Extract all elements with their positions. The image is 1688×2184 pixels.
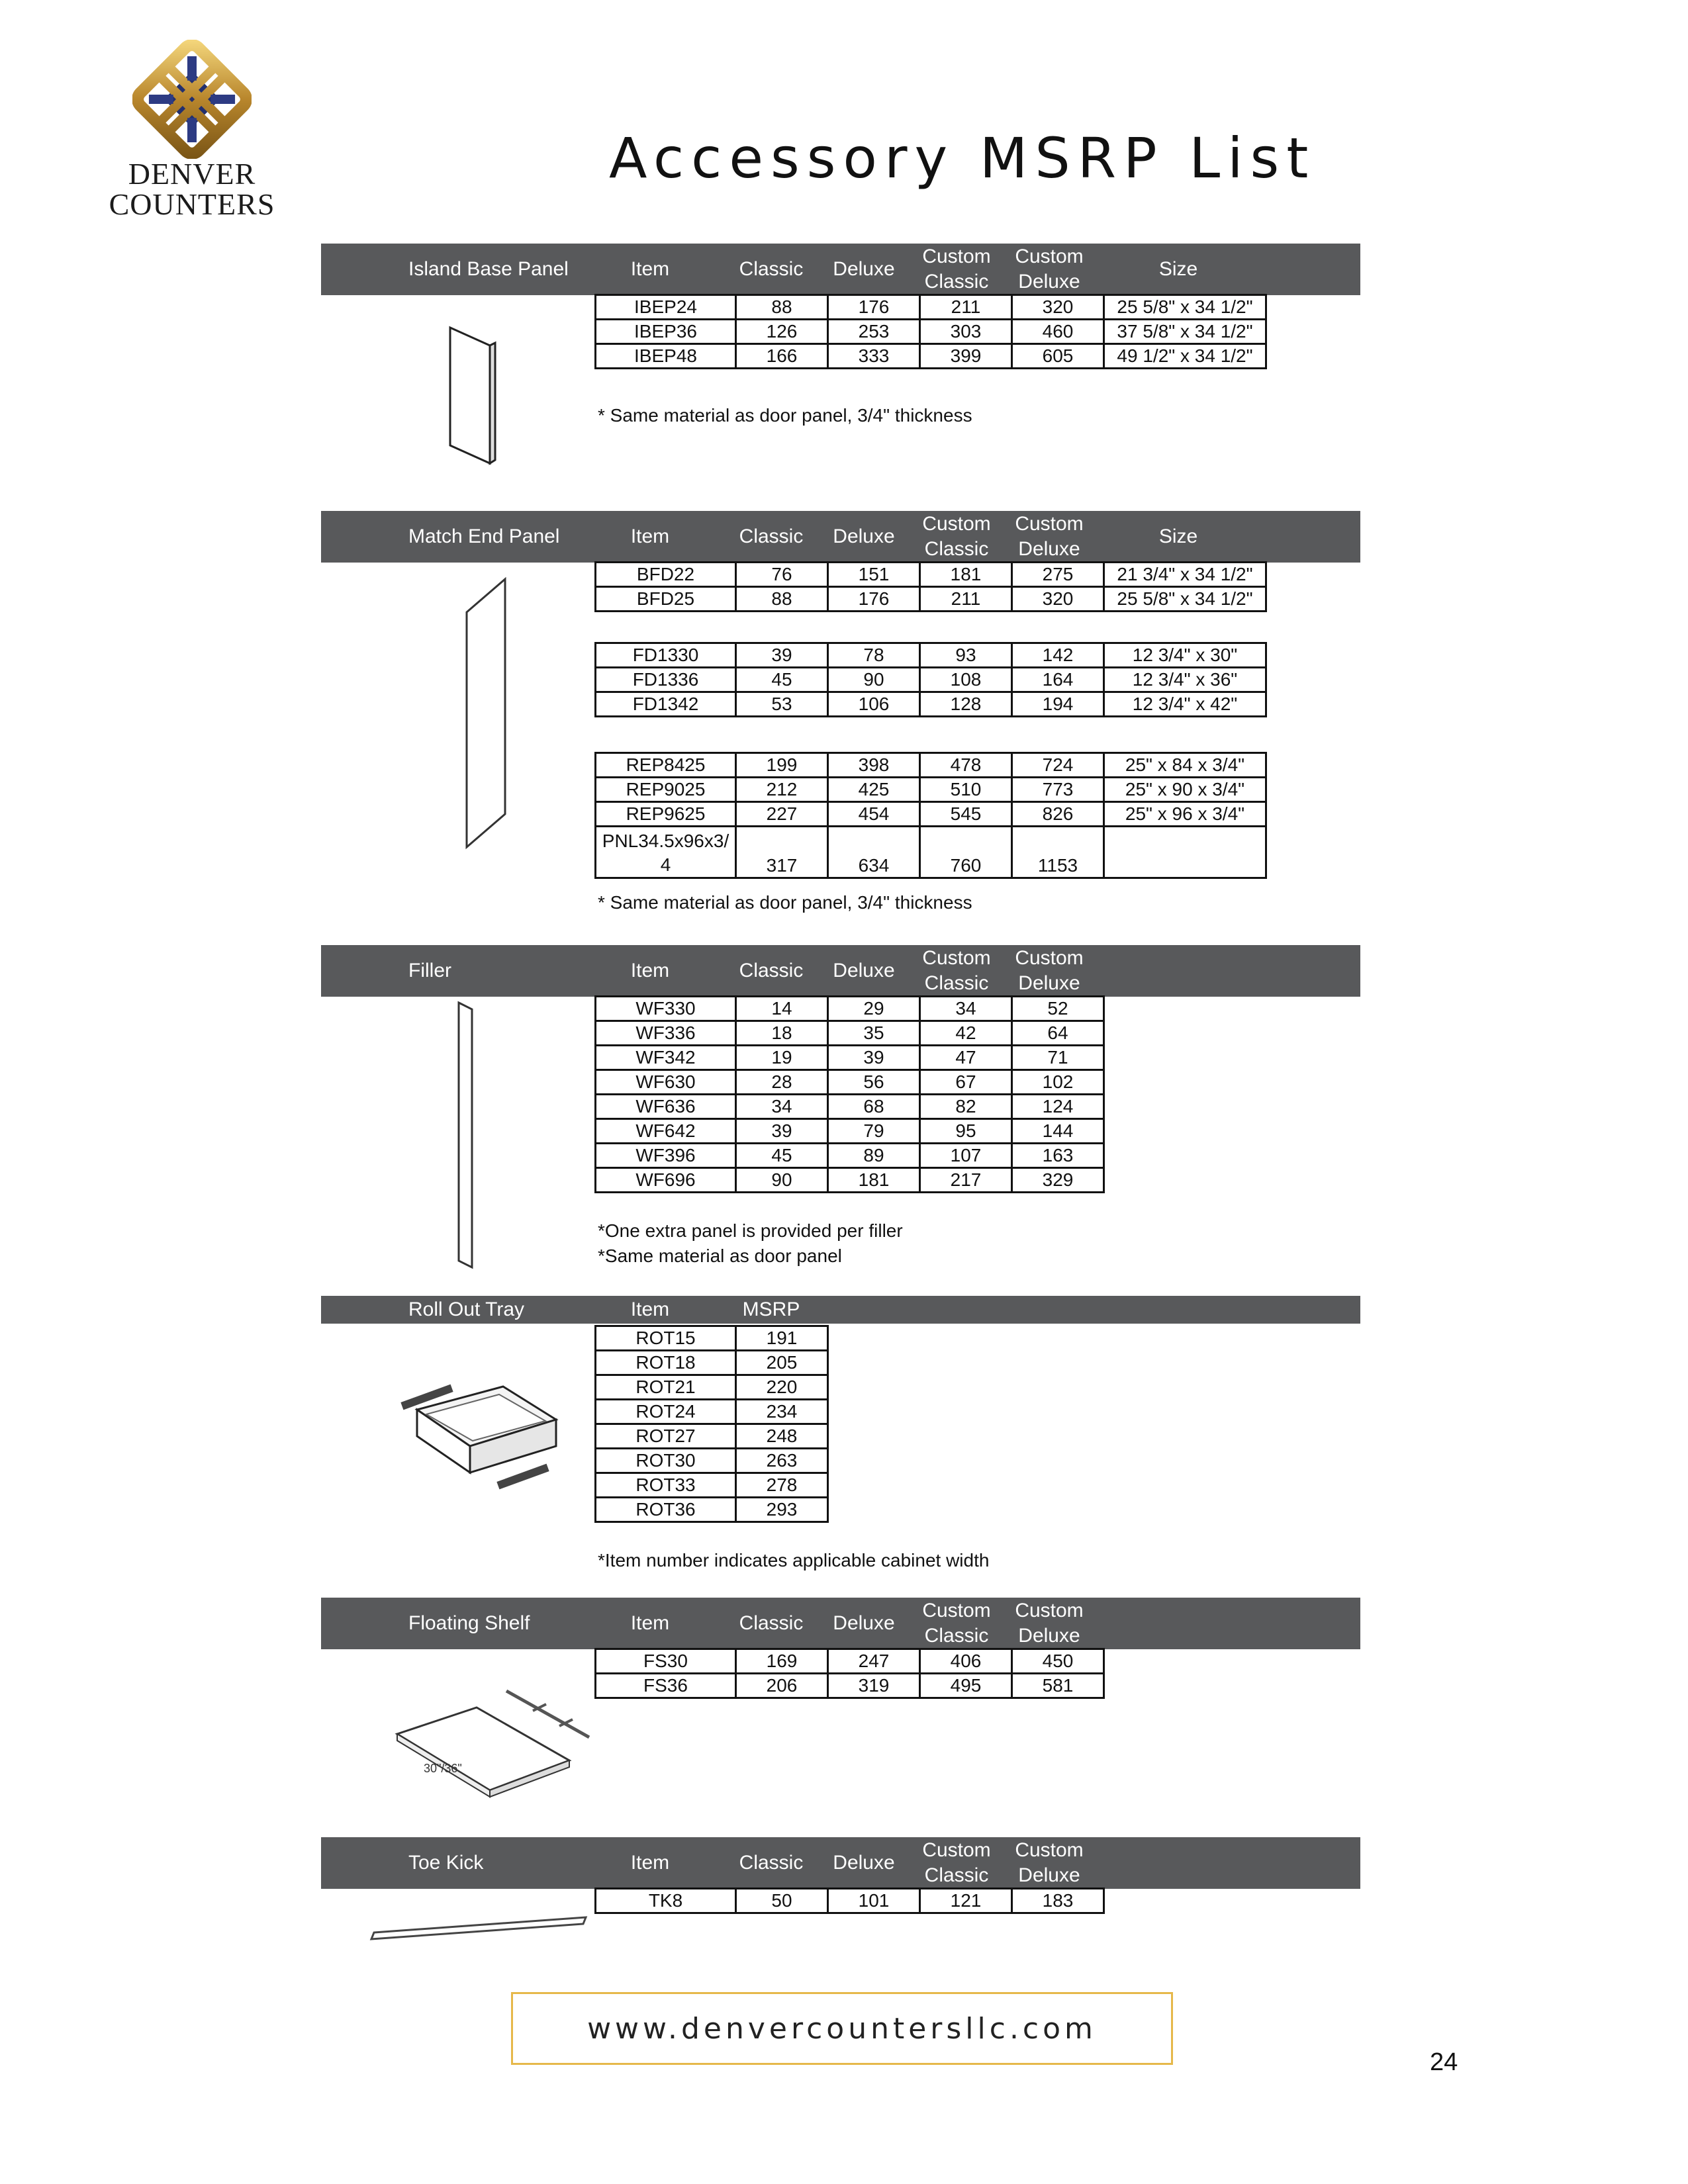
cell-item: ROT18 [596, 1351, 736, 1375]
cell-custom-classic: 211 [920, 295, 1012, 320]
table-row [596, 1889, 1104, 1913]
cell-item: ROT15 [596, 1326, 736, 1351]
col-header-item: Item [630, 258, 670, 280]
cell-custom-classic: 510 [920, 778, 1012, 802]
table-row [596, 1168, 1104, 1193]
col-header-size: Size [1158, 525, 1198, 547]
section-title: Match End Panel [408, 525, 560, 547]
col-header-classic: Classic [739, 1852, 804, 1874]
cell-msrp: 293 [736, 1498, 828, 1522]
cell-classic: 76 [736, 563, 828, 587]
col-header-custom: Custom [1015, 513, 1084, 535]
table-row [596, 1498, 828, 1522]
cell-item: BFD25 [596, 587, 736, 612]
cell-classic: 45 [736, 1144, 828, 1168]
col-header-custom-deluxe [1006, 1598, 1092, 1649]
table-row [596, 587, 1266, 612]
filler-note-2: *Same material as door panel [598, 1246, 842, 1266]
cell-item: REP9025 [596, 778, 736, 802]
cell-custom-deluxe: 605 [1012, 344, 1104, 369]
cell-custom-classic: 107 [920, 1144, 1012, 1168]
cell-size: 12 3/4" x 30" [1104, 643, 1266, 668]
cell-deluxe: 333 [828, 344, 920, 369]
table-row [596, 1473, 828, 1498]
table-row [596, 1070, 1104, 1095]
cell-item: ROT27 [596, 1424, 736, 1449]
cell-custom-deluxe: 581 [1012, 1674, 1104, 1698]
cell-msrp: 220 [736, 1375, 828, 1400]
cell-size: 25 5/8" x 34 1/2" [1104, 295, 1266, 320]
section-header-island-base-panel [321, 244, 1360, 295]
cell-classic: 126 [736, 320, 828, 344]
cell-msrp: 205 [736, 1351, 828, 1375]
col-header-custom-deluxe [1006, 511, 1092, 563]
col-header-classic-sub: Classic [924, 1625, 989, 1647]
cell-deluxe: 247 [828, 1649, 920, 1674]
toe-kick-table [594, 1888, 1105, 1914]
table-row [596, 1095, 1104, 1119]
cell-classic: 88 [736, 295, 828, 320]
col-header-classic-sub: Classic [924, 972, 989, 994]
col-header-item: Item [630, 1612, 670, 1634]
cell-item: IBEP24 [596, 295, 736, 320]
roll-out-tray-icon [397, 1373, 563, 1506]
cell-item: ROT24 [596, 1400, 736, 1424]
table-row [596, 1449, 828, 1473]
cell-size: 21 3/4" x 34 1/2" [1104, 563, 1266, 587]
col-header-item: Item [630, 525, 670, 547]
col-header-deluxe: Deluxe [833, 1612, 895, 1634]
cell-item: FD1342 [596, 692, 736, 717]
col-header-custom: Custom [922, 947, 991, 969]
cell-custom-deluxe: 1153 [1012, 827, 1104, 878]
cell-classic: 45 [736, 668, 828, 692]
cell-custom-deluxe: 144 [1012, 1119, 1104, 1144]
island-note: * Same material as door panel, 3/4" thickness [598, 405, 972, 426]
col-header-classic: Classic [739, 960, 804, 981]
section-header-roll-out-tray [321, 1296, 1360, 1324]
col-header-custom: Custom [1015, 1600, 1084, 1621]
cell-classic: 227 [736, 802, 828, 827]
cell-item: WF642 [596, 1119, 736, 1144]
cell-custom-classic: 303 [920, 320, 1012, 344]
table-row [596, 778, 1266, 802]
table-row [596, 1326, 828, 1351]
section-title: Floating Shelf [408, 1612, 530, 1634]
toe-kick-icon [367, 1909, 592, 1942]
cell-size: 25 5/8" x 34 1/2" [1104, 587, 1266, 612]
cell-item: WF330 [596, 997, 736, 1021]
col-header-custom: Custom [922, 513, 991, 535]
cell-custom-deluxe: 52 [1012, 997, 1104, 1021]
match-end-panel-table-rep [594, 752, 1267, 879]
cell-item: TK8 [596, 1889, 736, 1913]
cell-item: REP9625 [596, 802, 736, 827]
table-row [596, 827, 1266, 878]
col-header-custom: Custom [922, 246, 991, 267]
cell-custom-deluxe: 142 [1012, 643, 1104, 668]
section-header-toe-kick [321, 1837, 1360, 1889]
cell-custom-classic: 399 [920, 344, 1012, 369]
cell-msrp: 263 [736, 1449, 828, 1473]
cell-deluxe: 90 [828, 668, 920, 692]
col-header-custom: Custom [922, 1600, 991, 1621]
cell-custom-classic: 95 [920, 1119, 1012, 1144]
cell-item: WF342 [596, 1046, 736, 1070]
col-header-custom-classic [914, 1837, 1000, 1889]
col-header-classic: Classic [739, 258, 804, 280]
section-title: Island Base Panel [408, 258, 569, 280]
table-row [596, 563, 1266, 587]
cell-msrp: 234 [736, 1400, 828, 1424]
table-row [596, 1674, 1104, 1698]
cell-classic: 34 [736, 1095, 828, 1119]
cell-item: WF636 [596, 1095, 736, 1119]
col-header-classic: Classic [739, 1612, 804, 1634]
cell-custom-deluxe: 102 [1012, 1070, 1104, 1095]
floating-shelf-icon [391, 1674, 602, 1807]
cell-classic: 53 [736, 692, 828, 717]
roll-out-tray-table [594, 1325, 829, 1523]
section-title: Toe Kick [408, 1852, 484, 1874]
cell-size: 49 1/2" x 34 1/2" [1104, 344, 1266, 369]
cell-custom-classic: 211 [920, 587, 1012, 612]
table-row [596, 802, 1266, 827]
section-title: Roll Out Tray [408, 1298, 525, 1320]
col-header-deluxe-sub: Deluxe [1018, 538, 1080, 560]
cell-deluxe: 56 [828, 1070, 920, 1095]
table-row [596, 1046, 1104, 1070]
table-row [596, 1375, 828, 1400]
website-footer-link[interactable]: www.denvercountersllc.com [511, 1992, 1173, 2065]
cell-item: FS30 [596, 1649, 736, 1674]
cell-deluxe: 79 [828, 1119, 920, 1144]
col-header-custom: Custom [922, 1839, 991, 1861]
section-header-filler [321, 945, 1360, 997]
filler-note-1: *One extra panel is provided per filler [598, 1220, 903, 1241]
col-header-custom-classic [914, 945, 1000, 997]
cell-size: 12 3/4" x 42" [1104, 692, 1266, 717]
cell-custom-deluxe: 71 [1012, 1046, 1104, 1070]
col-header-classic-sub: Classic [924, 538, 989, 560]
cell-item: FD1330 [596, 643, 736, 668]
cell-custom-classic: 34 [920, 997, 1012, 1021]
cell-custom-classic: 93 [920, 643, 1012, 668]
cell-item-line2: 4 [660, 854, 671, 875]
floating-shelf-table [594, 1648, 1105, 1699]
cell-item: WF696 [596, 1168, 736, 1193]
page-title: Accessory MSRP List [609, 126, 1316, 191]
cell-item: IBEP48 [596, 344, 736, 369]
col-header-custom: Custom [1015, 246, 1084, 267]
filler-table [594, 995, 1105, 1193]
table-row [596, 668, 1266, 692]
cell-custom-classic: 108 [920, 668, 1012, 692]
cell-deluxe: 176 [828, 587, 920, 612]
cell-custom-classic: 217 [920, 1168, 1012, 1193]
cell-custom-deluxe: 164 [1012, 668, 1104, 692]
company-logo [99, 40, 285, 238]
section-header-floating-shelf [321, 1598, 1360, 1649]
cell-deluxe: 253 [828, 320, 920, 344]
cell-size: 12 3/4" x 36" [1104, 668, 1266, 692]
section-title: Filler [408, 960, 451, 981]
cell-deluxe: 181 [828, 1168, 920, 1193]
filler-strip-icon [453, 999, 480, 1271]
island-base-panel-table [594, 294, 1267, 369]
cell-item: WF630 [596, 1070, 736, 1095]
knot-emblem-icon [132, 40, 252, 159]
cell-size: 37 5/8" x 34 1/2" [1104, 320, 1266, 344]
island-panel-icon [444, 324, 503, 470]
logo-text-denver: DENVER [128, 157, 256, 191]
col-header-item: Item [630, 960, 670, 981]
cell-classic: 206 [736, 1674, 828, 1698]
table-row [596, 1400, 828, 1424]
cell-classic: 28 [736, 1070, 828, 1095]
cell-item-line1: PNL34.5x96x3/ [602, 831, 729, 851]
table-row [596, 295, 1266, 320]
cell-deluxe: 398 [828, 753, 920, 778]
cell-classic: 317 [736, 827, 828, 878]
cell-item: FD1336 [596, 668, 736, 692]
cell-custom-classic: 181 [920, 563, 1012, 587]
col-header-msrp: MSRP [742, 1298, 800, 1320]
cell-size: 25" x 96 x 3/4" [1104, 802, 1266, 827]
cell-item: WF336 [596, 1021, 736, 1046]
match-note: * Same material as door panel, 3/4" thickness [598, 892, 972, 913]
table-row [596, 997, 1104, 1021]
table-row [596, 1144, 1104, 1168]
cell-msrp: 191 [736, 1326, 828, 1351]
col-header-deluxe-sub: Deluxe [1018, 972, 1080, 994]
cell-classic: 14 [736, 997, 828, 1021]
cell-msrp: 248 [736, 1424, 828, 1449]
cell-item: ROT30 [596, 1449, 736, 1473]
cell-deluxe: 101 [828, 1889, 920, 1913]
col-header-deluxe: Deluxe [833, 1852, 895, 1874]
cell-item: BFD22 [596, 563, 736, 587]
cell-custom-classic: 82 [920, 1095, 1012, 1119]
cell-item: ROT21 [596, 1375, 736, 1400]
cell-classic: 169 [736, 1649, 828, 1674]
table-row [596, 1424, 828, 1449]
cell-custom-deluxe: 275 [1012, 563, 1104, 587]
table-row [596, 1021, 1104, 1046]
cell-item: FS36 [596, 1674, 736, 1698]
col-header-deluxe-sub: Deluxe [1018, 271, 1080, 293]
col-header-custom-deluxe [1006, 244, 1092, 295]
col-header-item: Item [630, 1852, 670, 1874]
cell-custom-classic: 42 [920, 1021, 1012, 1046]
table-row [596, 320, 1266, 344]
col-header-classic-sub: Classic [924, 271, 989, 293]
col-header-deluxe: Deluxe [833, 525, 895, 547]
table-row [596, 344, 1266, 369]
cell-deluxe: 68 [828, 1095, 920, 1119]
cell-custom-classic: 406 [920, 1649, 1012, 1674]
tray-note: *Item number indicates applicable cabinet width [598, 1550, 990, 1570]
col-header-custom-deluxe [1006, 1837, 1092, 1889]
cell-custom-classic: 67 [920, 1070, 1012, 1095]
cell-deluxe: 39 [828, 1046, 920, 1070]
col-header-deluxe: Deluxe [833, 960, 895, 981]
cell-deluxe: 78 [828, 643, 920, 668]
col-header-custom: Custom [1015, 947, 1084, 969]
col-header-item: Item [630, 1298, 670, 1320]
cell-deluxe: 106 [828, 692, 920, 717]
col-header-deluxe-sub: Deluxe [1018, 1864, 1080, 1886]
cell-custom-classic: 760 [920, 827, 1012, 878]
section-header-match-end-panel [321, 511, 1360, 563]
cell-custom-deluxe: 64 [1012, 1021, 1104, 1046]
table-row [596, 1649, 1104, 1674]
cell-item: WF396 [596, 1144, 736, 1168]
cell-custom-deluxe: 183 [1012, 1889, 1104, 1913]
cell-classic: 18 [736, 1021, 828, 1046]
logo-text-counters: COUNTERS [109, 187, 275, 221]
cell-classic: 88 [736, 587, 828, 612]
col-header-custom-classic [914, 511, 1000, 563]
cell-custom-deluxe: 320 [1012, 295, 1104, 320]
cell-msrp: 278 [736, 1473, 828, 1498]
cell-deluxe: 176 [828, 295, 920, 320]
cell-custom-deluxe: 124 [1012, 1095, 1104, 1119]
cell-size: 25" x 84 x 3/4" [1104, 753, 1266, 778]
cell-item: ROT36 [596, 1498, 736, 1522]
cell-classic: 212 [736, 778, 828, 802]
col-header-custom: Custom [1015, 1839, 1084, 1861]
cell-size: 25" x 90 x 3/4" [1104, 778, 1266, 802]
cell-classic: 166 [736, 344, 828, 369]
cell-item: REP8425 [596, 753, 736, 778]
cell-classic: 90 [736, 1168, 828, 1193]
cell-custom-deluxe: 773 [1012, 778, 1104, 802]
col-header-size: Size [1158, 258, 1198, 280]
table-row [596, 1119, 1104, 1144]
col-header-deluxe: Deluxe [833, 258, 895, 280]
cell-size [1104, 827, 1266, 878]
table-row [596, 692, 1266, 717]
cell-deluxe: 319 [828, 1674, 920, 1698]
end-panel-icon [460, 576, 513, 854]
table-row [596, 643, 1266, 668]
cell-deluxe: 29 [828, 997, 920, 1021]
cell-deluxe: 454 [828, 802, 920, 827]
cell-custom-deluxe: 826 [1012, 802, 1104, 827]
cell-custom-deluxe: 194 [1012, 692, 1104, 717]
cell-deluxe: 634 [828, 827, 920, 878]
cell-classic: 199 [736, 753, 828, 778]
cell-custom-deluxe: 460 [1012, 320, 1104, 344]
cell-deluxe: 89 [828, 1144, 920, 1168]
cell-custom-classic: 495 [920, 1674, 1012, 1698]
cell-classic: 19 [736, 1046, 828, 1070]
cell-custom-classic: 545 [920, 802, 1012, 827]
page-number: 24 [1430, 2048, 1458, 2076]
cell-deluxe: 151 [828, 563, 920, 587]
cell-custom-deluxe: 450 [1012, 1649, 1104, 1674]
cell-classic: 39 [736, 643, 828, 668]
cell-custom-classic: 47 [920, 1046, 1012, 1070]
cell-deluxe: 425 [828, 778, 920, 802]
cell-custom-classic: 478 [920, 753, 1012, 778]
cell-classic: 39 [736, 1119, 828, 1144]
cell-item: ROT33 [596, 1473, 736, 1498]
col-header-custom-classic [914, 244, 1000, 295]
cell-custom-deluxe: 724 [1012, 753, 1104, 778]
match-end-panel-table-fd [594, 642, 1267, 717]
shelf-size-label: 30"/36" [424, 1762, 462, 1775]
cell-custom-deluxe: 163 [1012, 1144, 1104, 1168]
col-header-classic: Classic [739, 525, 804, 547]
table-row [596, 1351, 828, 1375]
col-header-custom-classic [914, 1598, 1000, 1649]
col-header-custom-deluxe [1006, 945, 1092, 997]
match-end-panel-table-bfd [594, 561, 1267, 612]
cell-custom-deluxe: 320 [1012, 587, 1104, 612]
cell-item [596, 827, 736, 878]
cell-deluxe: 35 [828, 1021, 920, 1046]
cell-custom-classic: 121 [920, 1889, 1012, 1913]
col-header-deluxe-sub: Deluxe [1018, 1625, 1080, 1647]
table-row [596, 753, 1266, 778]
cell-custom-deluxe: 329 [1012, 1168, 1104, 1193]
cell-custom-classic: 128 [920, 692, 1012, 717]
cell-classic: 50 [736, 1889, 828, 1913]
col-header-classic-sub: Classic [924, 1864, 989, 1886]
cell-item: IBEP36 [596, 320, 736, 344]
